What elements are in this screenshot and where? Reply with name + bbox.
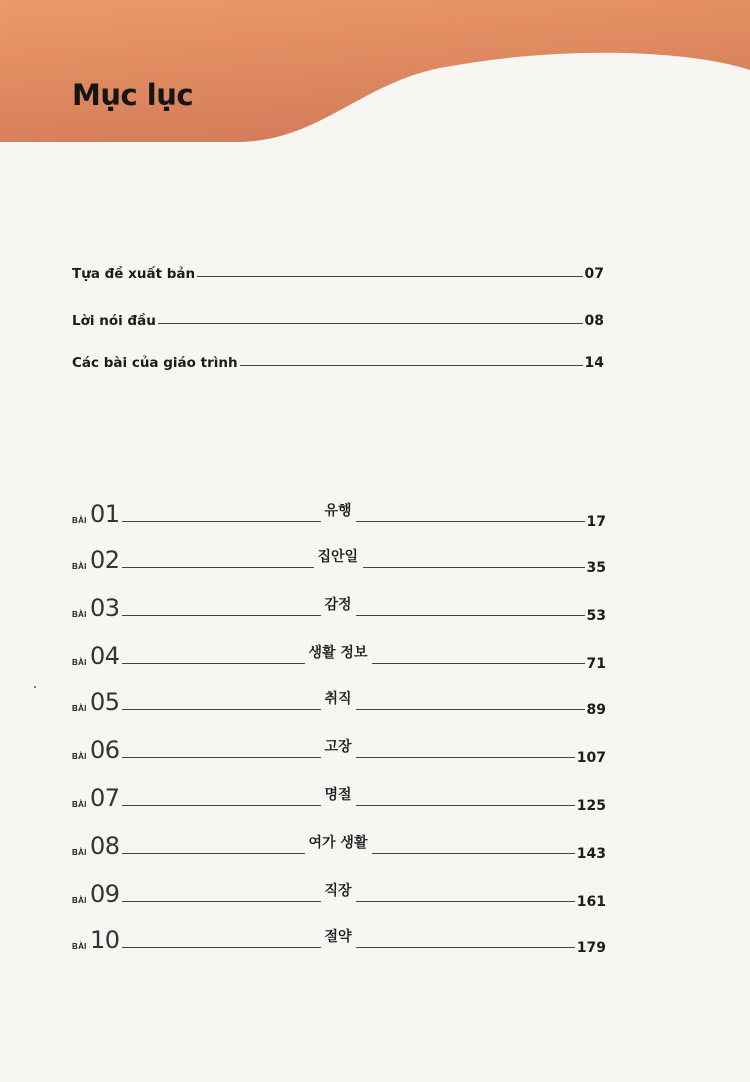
lesson-title: 취직 xyxy=(324,691,352,707)
lesson-number: 09 xyxy=(90,880,120,908)
lesson-item[interactable] xyxy=(72,594,606,622)
leader-line-left xyxy=(122,663,305,664)
leader-line-left xyxy=(122,757,321,758)
lesson-prefix: BÀI xyxy=(72,562,87,571)
page-number: 08 xyxy=(584,313,604,329)
leader-line-right xyxy=(363,567,586,568)
dotted-leader xyxy=(240,365,583,366)
page-number: 179 xyxy=(576,940,606,956)
lesson-title: 유행 xyxy=(324,503,352,519)
page-number: 143 xyxy=(576,846,606,862)
lesson-title: 집안일 xyxy=(317,549,359,565)
lesson-number: 07 xyxy=(90,784,120,812)
lesson-item[interactable] xyxy=(72,736,606,764)
lesson-number: 03 xyxy=(90,594,120,622)
leader-line-right xyxy=(356,757,576,758)
header-wave-shape xyxy=(0,0,750,142)
front-matter-title: Các bài của giáo trình xyxy=(72,355,238,371)
leader-line-right xyxy=(356,615,586,616)
page-number: 71 xyxy=(586,656,606,672)
dotted-leader xyxy=(197,276,583,277)
leader-line-left xyxy=(122,901,321,902)
lesson-title: 생활 정보 xyxy=(308,645,368,661)
lesson-prefix: BÀI xyxy=(72,896,87,905)
leader-line-right xyxy=(356,709,586,710)
lesson-title: 절약 xyxy=(324,929,352,945)
lesson-title: 감정 xyxy=(324,597,352,613)
leader-line-left xyxy=(122,615,321,616)
leader-line-left xyxy=(122,805,321,806)
leader-line-right xyxy=(372,663,586,664)
lesson-number: 06 xyxy=(90,736,120,764)
lesson-number: 01 xyxy=(90,500,120,528)
lesson-title: 명절 xyxy=(324,787,352,803)
lesson-prefix: BÀI xyxy=(72,516,87,525)
lesson-number: 10 xyxy=(90,926,120,954)
lesson-item[interactable] xyxy=(72,688,606,716)
lesson-item[interactable] xyxy=(72,832,606,860)
stray-dot xyxy=(34,686,36,688)
lesson-number: 05 xyxy=(90,688,120,716)
lesson-title: 여가 생활 xyxy=(308,835,368,851)
leader-line-left xyxy=(122,709,321,710)
page-number: 17 xyxy=(586,514,606,530)
lesson-prefix: BÀI xyxy=(72,800,87,809)
page-number: 125 xyxy=(576,798,606,814)
page-number: 14 xyxy=(584,355,604,371)
front-matter-item[interactable] xyxy=(72,307,604,331)
leader-line-right xyxy=(356,947,576,948)
page-number: 07 xyxy=(584,266,604,282)
lesson-item[interactable] xyxy=(72,642,606,670)
dotted-leader xyxy=(158,323,583,324)
lesson-prefix: BÀI xyxy=(72,704,87,713)
lesson-prefix: BÀI xyxy=(72,610,87,619)
leader-line-right xyxy=(356,521,586,522)
lesson-number: 02 xyxy=(90,546,120,574)
lesson-title: 직장 xyxy=(324,883,352,899)
leader-line-right xyxy=(372,853,576,854)
lesson-number: 04 xyxy=(90,642,120,670)
lesson-item[interactable] xyxy=(72,500,606,528)
header-band xyxy=(0,0,750,150)
page-number: 107 xyxy=(576,750,606,766)
lesson-prefix: BÀI xyxy=(72,848,87,857)
page-number: 35 xyxy=(586,560,606,576)
page-number: 89 xyxy=(586,702,606,718)
lesson-prefix: BÀI xyxy=(72,752,87,761)
leader-line-left xyxy=(122,521,321,522)
lesson-number: 08 xyxy=(90,832,120,860)
page-number: 161 xyxy=(576,894,606,910)
leader-line-right xyxy=(356,805,576,806)
front-matter-item[interactable] xyxy=(72,260,604,284)
leader-line-left xyxy=(122,567,314,568)
lesson-title: 고장 xyxy=(324,739,352,755)
lesson-item[interactable] xyxy=(72,546,606,574)
lesson-item[interactable] xyxy=(72,926,606,954)
leader-line-left xyxy=(122,947,321,948)
front-matter-title: Lời nói đầu xyxy=(72,313,156,329)
front-matter-title: Tựa đề xuất bản xyxy=(72,266,196,282)
page-number: 53 xyxy=(586,608,606,624)
lesson-prefix: BÀI xyxy=(72,942,87,951)
leader-line-right xyxy=(356,901,576,902)
lesson-item[interactable] xyxy=(72,880,606,908)
front-matter-item[interactable] xyxy=(72,349,604,373)
page-title: Mục lục xyxy=(72,78,194,112)
lesson-prefix: BÀI xyxy=(72,658,87,667)
lesson-item[interactable] xyxy=(72,784,606,812)
leader-line-left xyxy=(122,853,305,854)
